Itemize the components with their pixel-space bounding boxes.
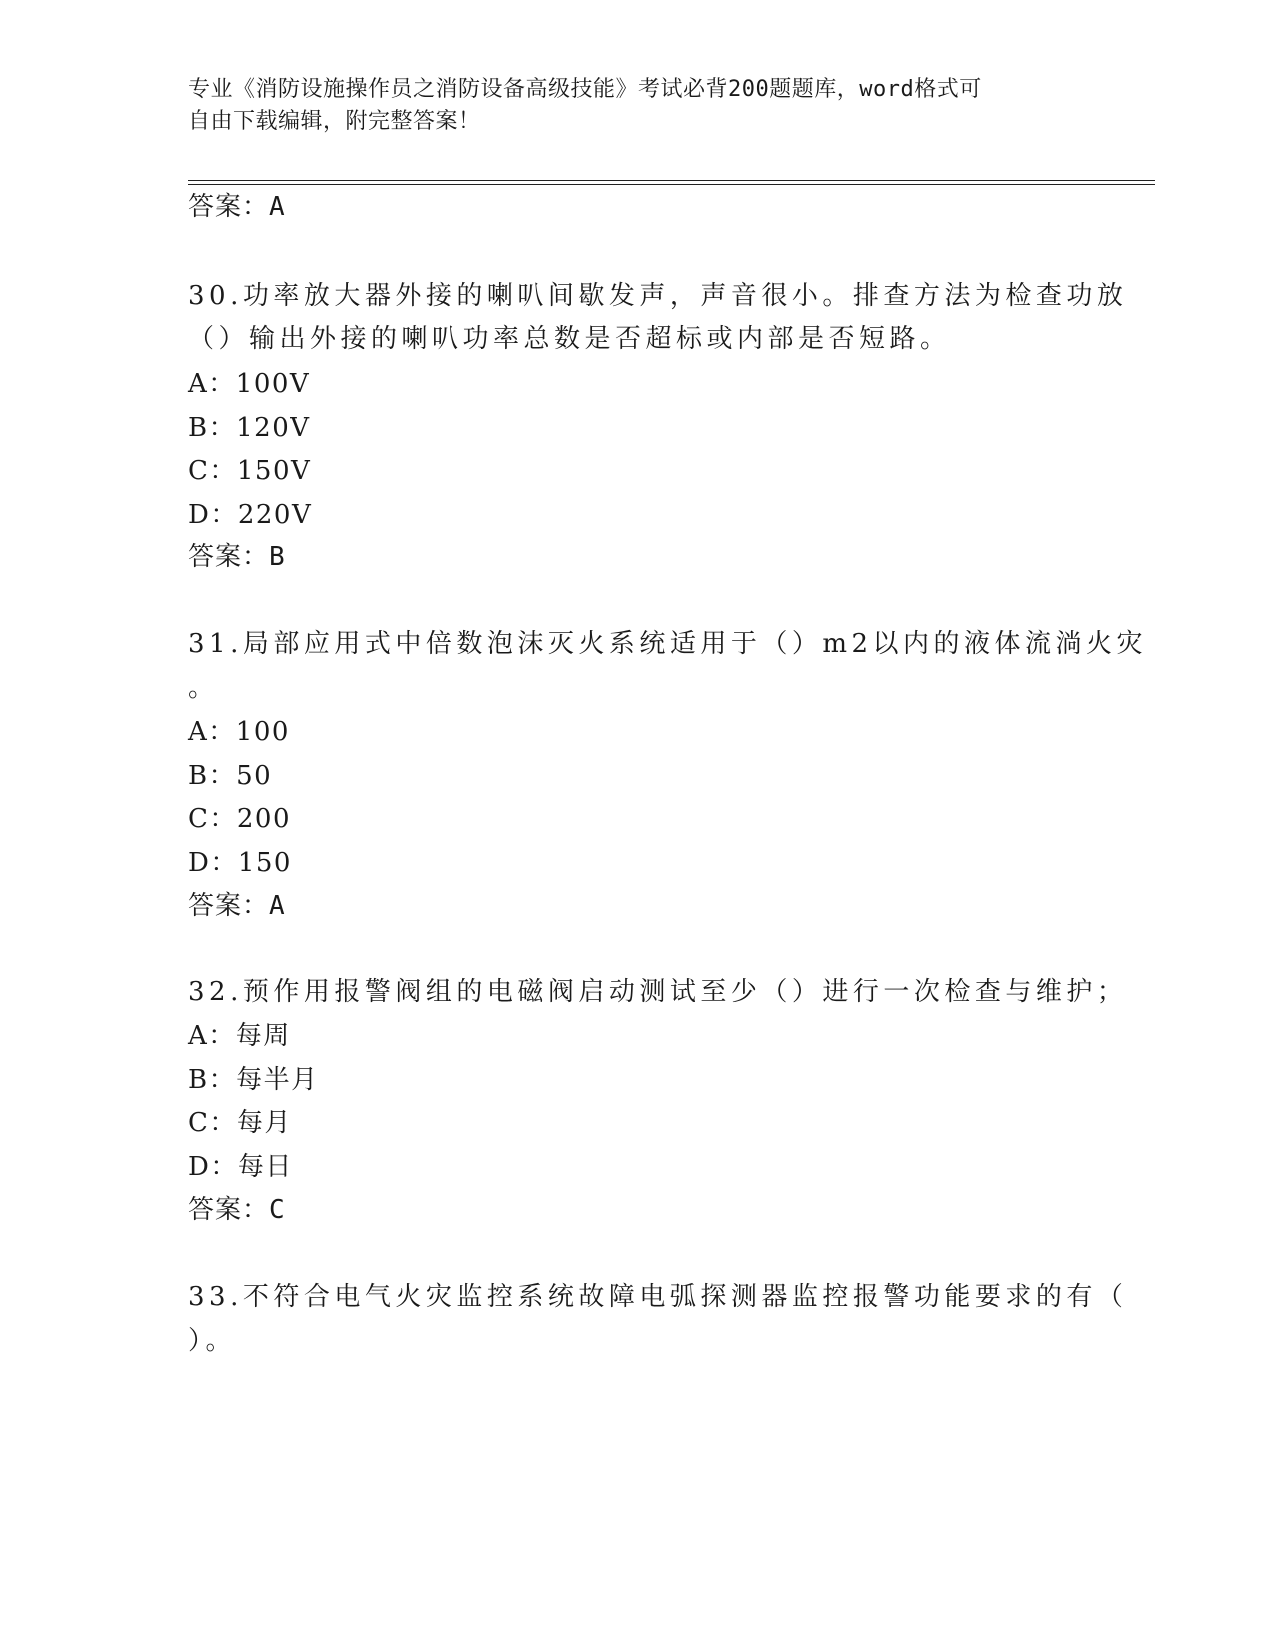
question-31-text-line-1: 31.局部应用式中倍数泡沫灭火系统适用于（）m2以内的液体流淌火灾 — [188, 629, 1148, 659]
question-33-text-line-2: ）。 — [188, 1326, 237, 1356]
question-31-answer: 答案：A — [188, 891, 286, 921]
answer-line: 答案：A — [188, 192, 286, 222]
question-31-option-d: D：150 — [188, 848, 292, 878]
question-30-text-line-2: （）输出外接的喇叭功率总数是否超标或内部是否短路。 — [188, 324, 951, 354]
question-32-option-c: C：每月 — [188, 1108, 292, 1138]
header-line-1: 专业《消防设施操作员之消防设备高级技能》考试必背200题题库，word格式可 — [188, 77, 982, 102]
header-divider-bottom — [188, 184, 1155, 185]
question-30-answer: 答案：B — [188, 542, 286, 572]
question-32-option-b: B：每半月 — [188, 1065, 319, 1095]
question-30-option-a: A：100V — [188, 369, 311, 399]
question-33-text-line-1: 33.不符合电气火灾监控系统故障电弧探测器监控报警功能要求的有（ — [188, 1282, 1128, 1312]
question-31-option-a: A：100 — [188, 717, 290, 747]
question-31-text-line-2: 。 — [188, 673, 219, 703]
question-30-text-line-1: 30.功率放大器外接的喇叭间歇发声，声音很小。排查方法为检查功放 — [188, 281, 1128, 311]
header-line-2: 自由下载编辑，附完整答案！ — [188, 109, 481, 134]
question-32-option-a: A：每周 — [188, 1021, 291, 1051]
question-31-option-b: B：50 — [188, 761, 273, 791]
question-30-option-d: D：220V — [188, 500, 313, 530]
question-31-option-c: C：200 — [188, 804, 292, 834]
question-30-option-c: C：150V — [188, 456, 312, 486]
document-header — [188, 74, 1078, 138]
question-32-text-line-1: 32.预作用报警阀组的电磁阀启动测试至少（）进行一次检查与维护； — [188, 977, 1128, 1007]
question-32-option-d: D：每日 — [188, 1152, 293, 1182]
question-30-option-b: B：120V — [188, 413, 311, 443]
question-32-answer: 答案：C — [188, 1195, 286, 1225]
header-divider-top — [188, 180, 1155, 181]
